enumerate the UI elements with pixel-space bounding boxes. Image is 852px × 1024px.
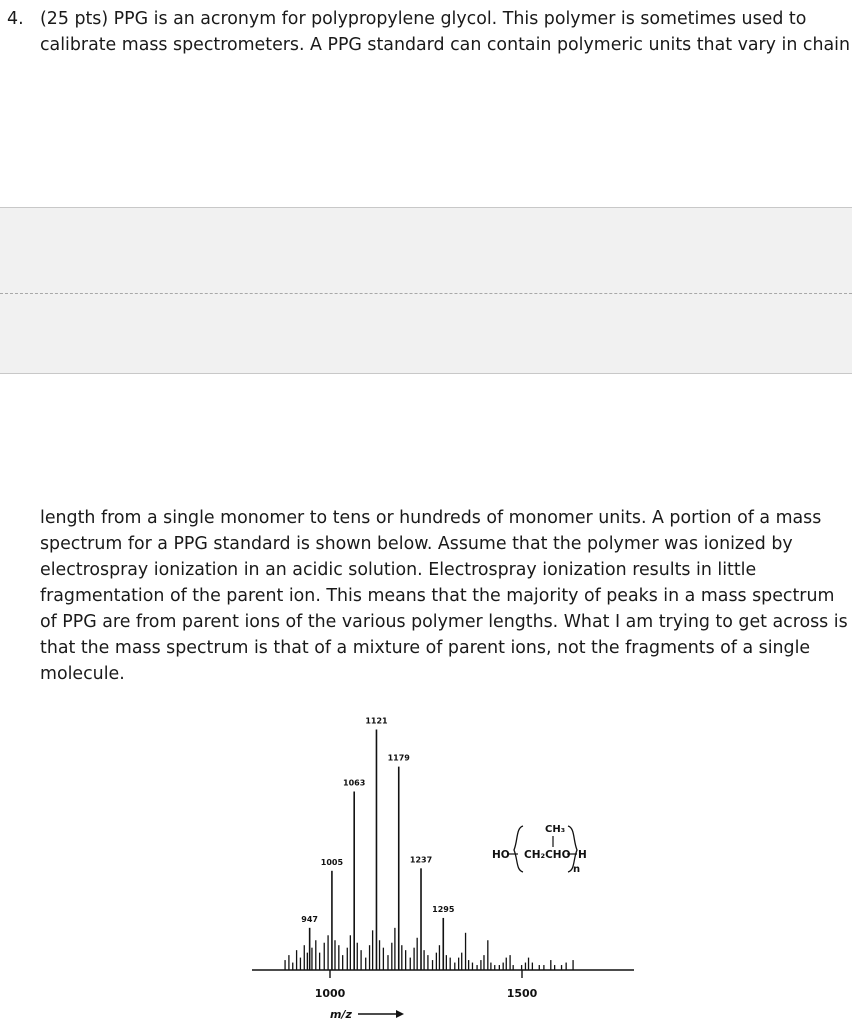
structure-subscript: n: [573, 864, 581, 875]
peak-label: 1005: [320, 857, 344, 867]
answer-space-band: [0, 207, 852, 374]
question-paragraph-bottom: [40, 505, 848, 687]
peak-label: 1063: [343, 778, 366, 788]
structure-branch: CH₃: [545, 824, 566, 835]
text-line: calibrate mass spectrometers. A PPG standard can contain polymeric units that vary in chain: [40, 35, 850, 55]
peak-label: 1121: [365, 716, 388, 726]
x-axis-title: m/z: [330, 1008, 352, 1021]
question-number: 4.: [7, 9, 24, 29]
arrow-head-icon: [396, 1010, 404, 1018]
peak-label: 947: [301, 914, 318, 924]
bracket-left: [514, 826, 523, 872]
text-line: of PPG are from parent ions of the various polymer lengths. What I am trying to get across is: [40, 612, 848, 632]
text-line: that the mass spectrum is that of a mixture of parent ions, not the fragments of a single: [40, 638, 811, 658]
x-tick-label: 1000: [314, 987, 346, 1000]
text-line: molecule.: [40, 664, 125, 684]
structure-left-group: HO: [492, 849, 510, 861]
structure-repeat-unit: CH₂CHO: [524, 849, 571, 861]
peak-label: 1179: [387, 753, 410, 763]
structure-right-group: H: [578, 849, 587, 861]
x-axis-label: [330, 1008, 404, 1021]
peak-label: 1237: [409, 855, 433, 865]
text-line: fragmentation of the parent ion. This means that the majority of peaks in a mass spectrum: [40, 586, 835, 606]
peak-labels: [301, 716, 455, 923]
dashed-divider: [0, 293, 852, 294]
mass-spectrum-chart: [0, 700, 852, 1024]
question-paragraph-top: [7, 6, 850, 58]
text-line: spectrum for a PPG standard is shown below. Assume that the polymer was ionized by: [40, 534, 793, 554]
text-line: length from a single monomer to tens or hundreds of monomer units. A portion of a mass: [40, 508, 822, 528]
x-axis-ticks: [315, 970, 538, 1000]
x-tick-label: 1500: [506, 987, 538, 1000]
peak-label: 1295: [432, 904, 455, 914]
text-line: (25 pts) PPG is an acronym for polypropylene glycol. This polymer is sometimes used to: [40, 9, 807, 29]
text-line: electrospray ionization in an acidic solution. Electrospray ionization results in little: [40, 560, 757, 580]
ppg-structure: [492, 824, 587, 875]
